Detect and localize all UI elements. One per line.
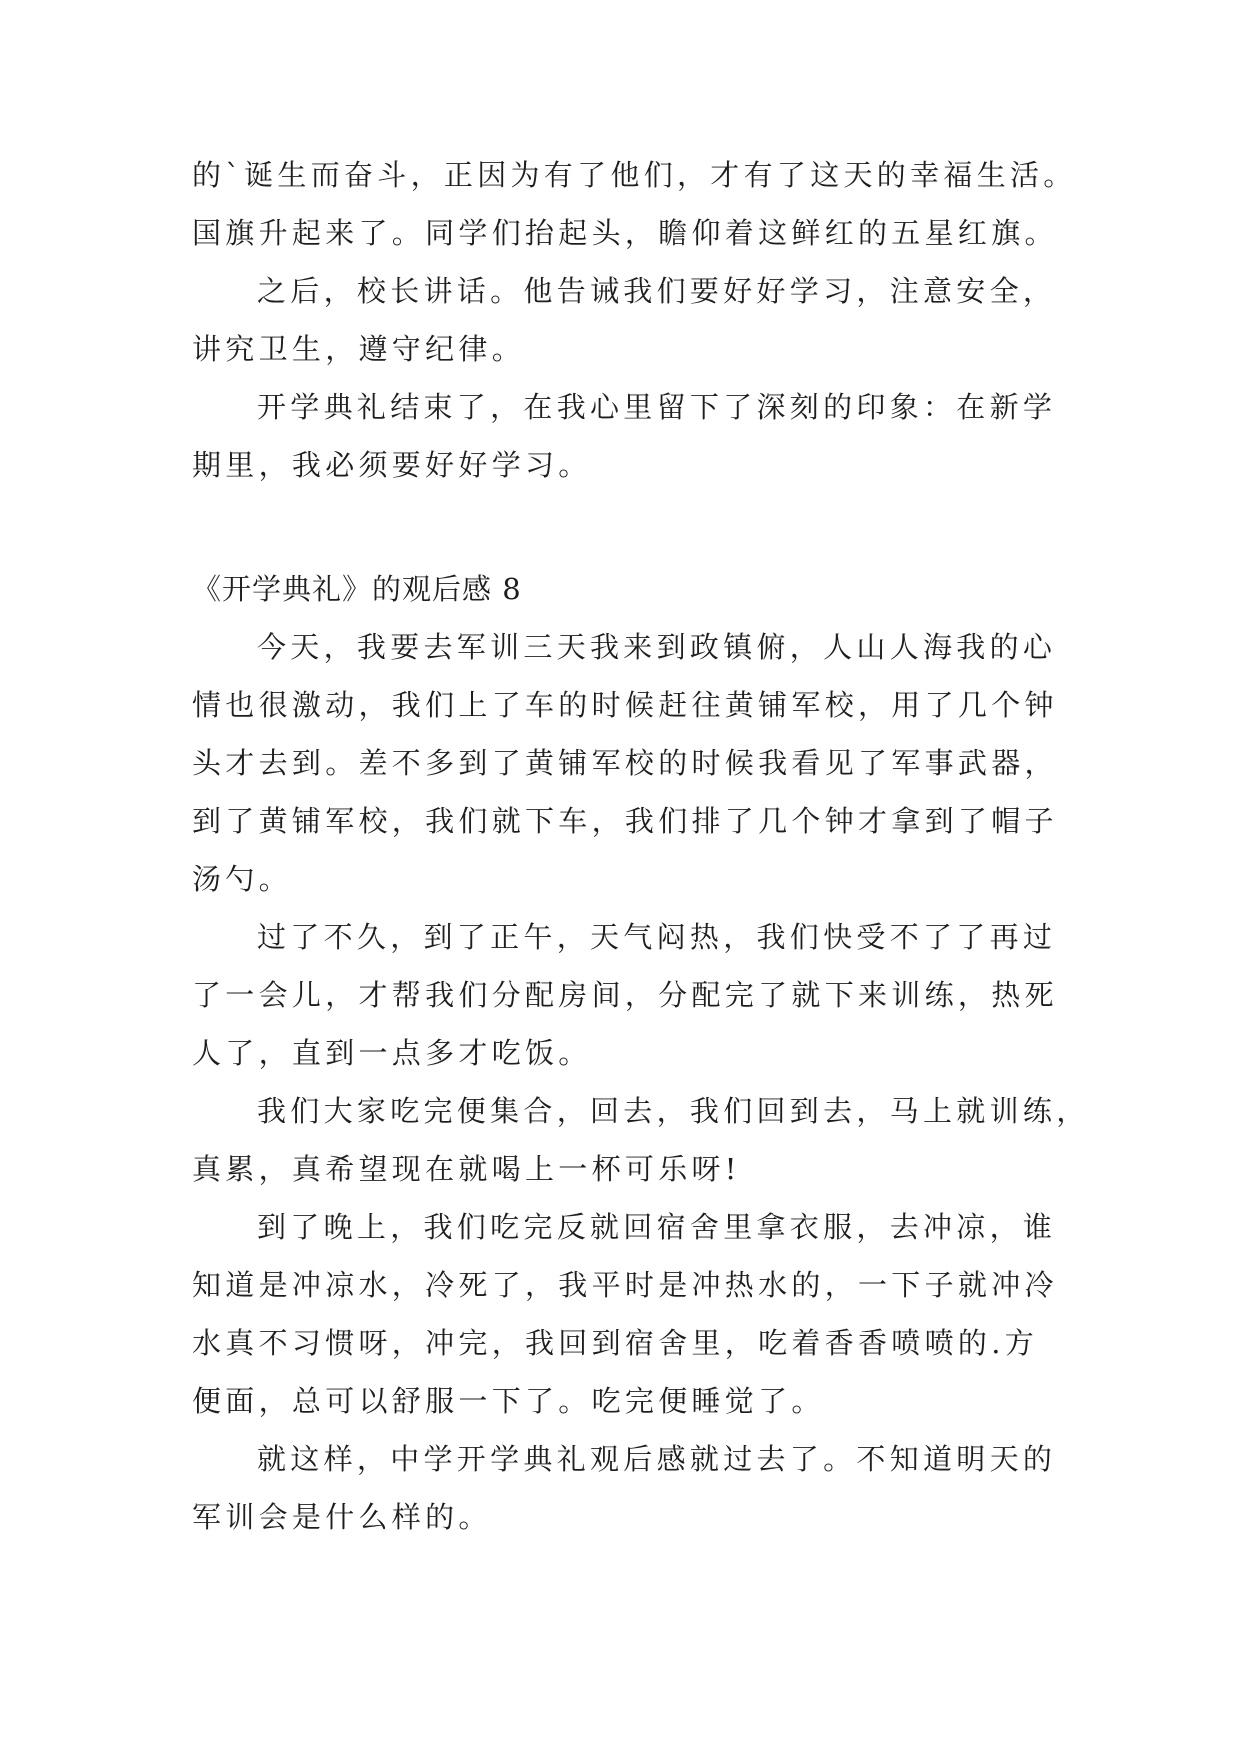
paragraph-start: 就这样，中学开学典礼观后感就过去了。不知道明天的 [257, 1442, 1057, 1476]
text-line: 到了黄铺军校，我们就下车，我们排了几个钟才拿到了帽子 [192, 804, 1058, 838]
paragraph-start: 之后，校长讲话。他告诫我们要好好学习，注意安全， [257, 274, 1057, 308]
text-line: 头才去到。差不多到了黄铺军校的时候我看见了军事武器， [192, 746, 1058, 780]
text-line: 了一会儿，才帮我们分配房间，分配完了就下来训练，热死 [192, 978, 1058, 1012]
text-line: 讲究卫生，遵守纪律。 [192, 332, 526, 366]
text-line: 真累，真希望现在就喝上一杯可乐呀! [192, 1152, 741, 1186]
text-line: 的`诞生而奋斗，正因为有了他们，才有了这天的幸福生活。 [192, 158, 1077, 192]
paragraph-start: 我们大家吃完便集合，回去，我们回到去，马上就训练， [257, 1094, 1090, 1128]
paragraph-start: 开学典礼结束了，在我心里留下了深刻的印象：在新学 [257, 390, 1057, 424]
text-line: 期里，我必须要好好学习。 [192, 448, 592, 482]
text-line: 汤勺。 [192, 862, 292, 896]
text-line: 军训会是什么样的。 [192, 1500, 492, 1534]
paragraph-start: 今天，我要去军训三天我来到政镇俯，人山人海我的心 [257, 630, 1057, 664]
section-heading: 《开学典礼》的观后感 8 [192, 572, 522, 606]
text-line: 情也很激动，我们上了车的时候赶往黄铺军校，用了几个钟 [192, 688, 1058, 722]
text-line: 水真不习惯呀，冲完，我回到宿舍里，吃着香香喷喷的.方 [192, 1326, 1039, 1360]
text-line: 知道是冲凉水，冷死了，我平时是冲热水的，一下子就冲冷 [192, 1268, 1058, 1302]
text-line: 人了，直到一点多才吃饭。 [192, 1036, 592, 1070]
text-line: 国旗升起来了。同学们抬起头，瞻仰着这鲜红的五星红旗。 [192, 216, 1058, 250]
paragraph-start: 过了不久，到了正午，天气闷热，我们快受不了了再过 [257, 920, 1057, 954]
paragraph-start: 到了晚上，我们吃完反就回宿舍里拿衣服，去冲凉，谁 [257, 1210, 1057, 1244]
text-line: 便面，总可以舒服一下了。吃完便睡觉了。 [192, 1384, 825, 1418]
